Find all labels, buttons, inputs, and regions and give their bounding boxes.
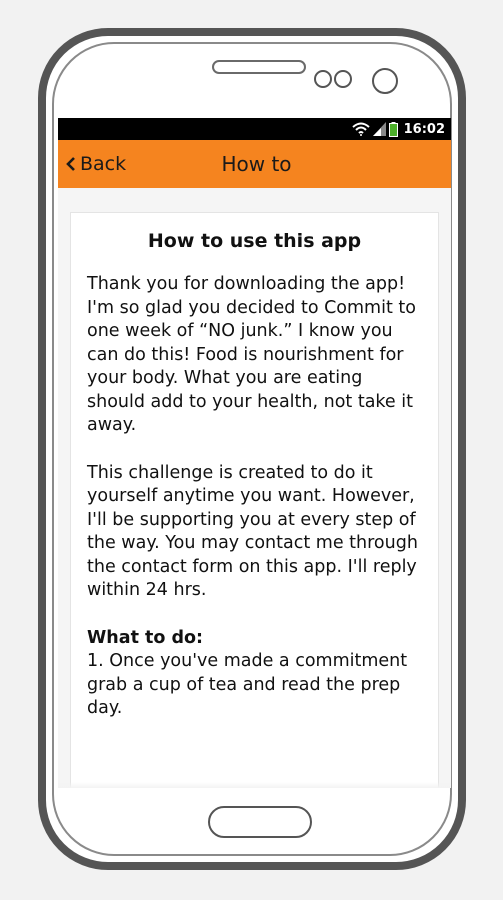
front-camera: [372, 68, 398, 94]
wifi-icon: [352, 122, 370, 136]
content-card: [70, 212, 439, 788]
step-item: 1. Once you've made a commitment grab a cup of tea and read the prep day.: [87, 651, 408, 718]
sensor-right: [334, 70, 352, 88]
sensor-left: [314, 70, 332, 88]
signal-icon: [373, 122, 386, 136]
status-bar: [58, 118, 451, 140]
speaker-grille: [212, 60, 306, 74]
status-icons: [352, 122, 398, 137]
battery-icon: [389, 122, 398, 137]
support-paragraph: This challenge is created to do it yourself anytime you want. However, I'll be supporting you at every step of the way. You may contact me through the contact form on this app. I'll reply within 24 hrs.: [87, 462, 418, 600]
chevron-left-icon: [66, 156, 76, 172]
intro-paragraph: Thank you for downloading the app! I'm so glad you decided to Commit to one week of “NO junk.” I know you can do this! Food is nourishment for your body. What you are eating should add to your health, not take it away.: [87, 274, 416, 435]
home-button[interactable]: [208, 806, 312, 838]
content-area[interactable]: [58, 188, 451, 788]
back-button[interactable]: [66, 140, 126, 188]
screen: [58, 118, 451, 788]
content-title: How to use this app: [147, 230, 362, 252]
action-bar: [58, 140, 451, 188]
back-label: Back: [80, 153, 127, 175]
what-to-do-heading: What to do:: [87, 627, 204, 648]
page-title: How to: [221, 152, 292, 176]
scroll-fade: [58, 782, 451, 788]
status-time: 16:02: [403, 121, 445, 137]
